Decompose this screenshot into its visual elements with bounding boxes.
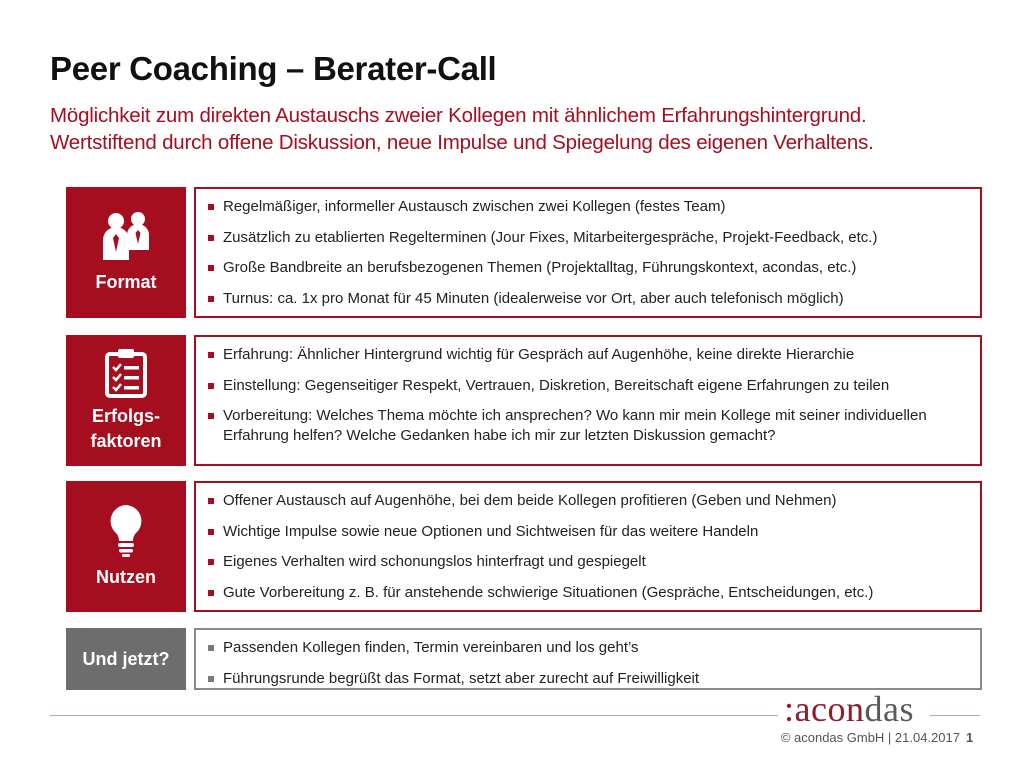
- list-item: Zusätzlich zu etablierten Regelterminen (Jour Fixes, Mitarbeitergespräche, Projekt-Feedback, etc.): [206, 228, 968, 248]
- row-erfolgsfaktoren: [66, 335, 982, 466]
- slide-subtitle: [50, 102, 1010, 156]
- row-erfolgsfaktoren-label: Erfolgs- faktoren: [90, 405, 162, 451]
- row-und-jetzt-label: Und jetzt?: [82, 648, 170, 669]
- row-erfolgsfaktoren-label-block: [66, 335, 186, 466]
- lightbulb-icon: [108, 503, 144, 557]
- row-nutzen: [66, 481, 982, 612]
- row-und-jetzt: [66, 628, 982, 690]
- row-nutzen-label: Nutzen: [96, 567, 156, 587]
- row-erfolgsfaktoren-list: [206, 345, 968, 446]
- row-nutzen-content: [194, 481, 982, 612]
- logo-colon: :: [784, 689, 795, 729]
- list-item: Wichtige Impulse sowie neue Optionen und Sichtweisen für das weitere Handeln: [206, 522, 968, 542]
- list-item: Offener Austausch auf Augenhöhe, bei dem beide Kollegen profitieren (Geben und Nehmen): [206, 491, 968, 511]
- row-format: [66, 187, 982, 318]
- row-format-label-block: [66, 187, 186, 318]
- footer-copyright: © acondas GmbH | 21.04.2017: [780, 730, 960, 745]
- subtitle-line-1: Möglichkeit zum direkten Austauschs zweier Kollegen mit ähnlichem Erfahrungshintergrund.: [50, 104, 867, 127]
- list-item: Führungsrunde begrüßt das Format, setzt aber zurecht auf Freiwilligkeit: [206, 669, 968, 689]
- row-und-jetzt-list: [206, 638, 968, 689]
- row-nutzen-list: [206, 491, 968, 603]
- list-item: Passenden Kollegen finden, Termin vereinbaren und los geht’s: [206, 638, 968, 658]
- footer-divider-right: [930, 715, 980, 716]
- row-format-label: Format: [95, 272, 157, 292]
- subtitle-line-2: Wertstiftend durch offene Diskussion, neue Impulse und Spiegelung des eigenen Verhaltens.: [50, 131, 874, 154]
- list-item: Erfahrung: Ähnlicher Hintergrund wichtig für Gespräch auf Augenhöhe, keine direkte Hierarchie: [206, 345, 968, 365]
- list-item: Vorbereitung: Welches Thema möchte ich ansprechen? Wo kann mir mein Kollege mit seiner individuellen Erfahrung helfen? Welche Gedanken habe ich mir zur letzten Diskussion gemacht?: [206, 406, 943, 446]
- list-item: Gute Vorbereitung z. B. für anstehende schwierige Situationen (Gespräche, Entscheidungen, etc.): [206, 583, 968, 603]
- row-erfolgsfaktoren-content: [194, 335, 982, 466]
- row-format-list: [206, 197, 968, 309]
- list-item: Turnus: ca. 1x pro Monat für 45 Minuten (idealerweise vor Ort, aber auch telefonisch möglich): [206, 289, 968, 309]
- list-item: Regelmäßiger, informeller Austausch zwischen zwei Kollegen (festes Team): [206, 197, 968, 217]
- slide-title: Peer Coaching – Berater-Call: [50, 50, 497, 87]
- row-und-jetzt-label-block: [66, 628, 186, 690]
- logo-acon: acon: [794, 689, 865, 729]
- row-format-content: [194, 187, 982, 318]
- page-number: 1: [966, 730, 974, 745]
- list-item: Einstellung: Gegenseitiger Respekt, Vertrauen, Diskretion, Bereitschaft eigene Erfahrungen zu teilen: [206, 376, 968, 396]
- footer-divider-left: [50, 715, 778, 716]
- list-item: Große Bandbreite an berufsbezogenen Themen (Projektalltag, Führungskontext, acondas, etc.): [206, 258, 968, 278]
- row-und-jetzt-content: [194, 628, 982, 690]
- acondas-logo: [784, 688, 914, 730]
- checklist-icon: [104, 348, 148, 398]
- people-icon: [98, 210, 154, 262]
- list-item: Eigenes Verhalten wird schonungslos hinterfragt und gespiegelt: [206, 552, 968, 572]
- logo-das: das: [864, 689, 914, 729]
- row-nutzen-label-block: [66, 481, 186, 612]
